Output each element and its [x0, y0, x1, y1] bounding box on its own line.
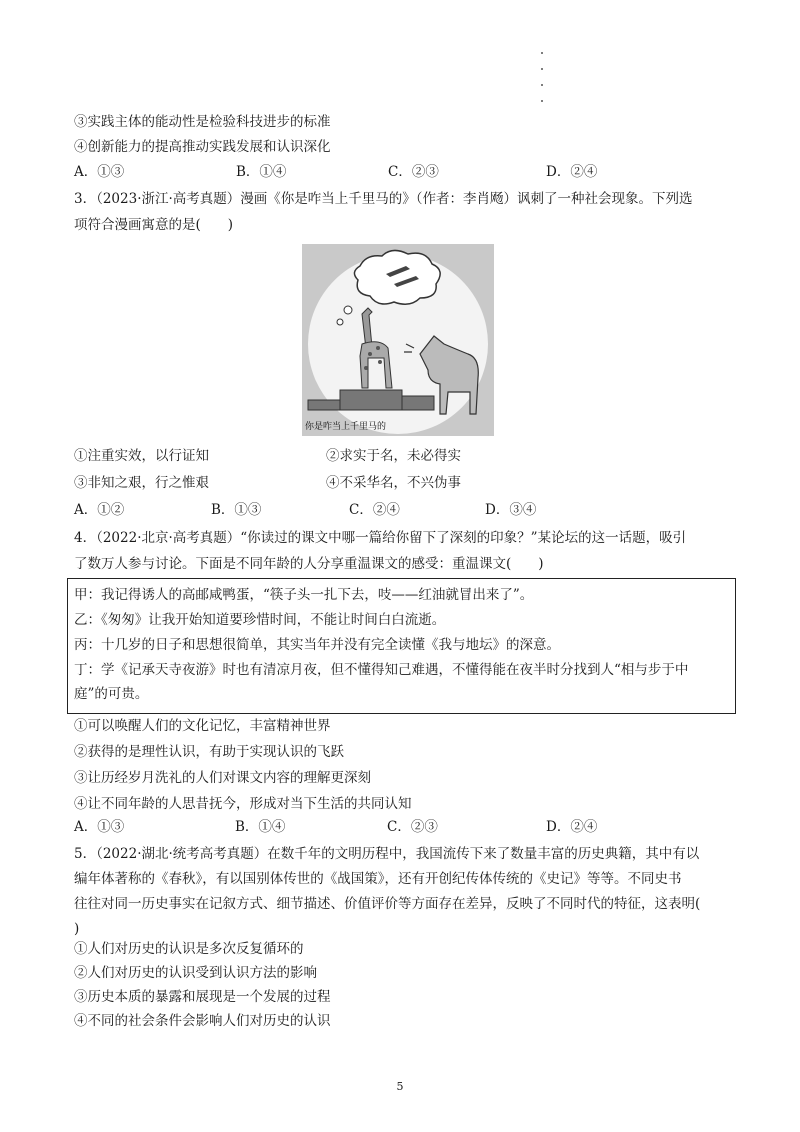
q4-stem-line-2: 了数万人参与讨论。下面是不同年龄的人分享重温课文的感受：重温课文( ) [74, 556, 544, 572]
q4-box-line-4: 丁：学《记承天寺夜游》时也有清凉月夜，但不懂得知己难遇，不懂得能在夜半时分找到人“相与步于中 [74, 662, 689, 678]
q3-option-a: A．①② [74, 502, 125, 518]
q5-stem-line-1: 5．（2022·湖北·统考高考真题）在数千年的文明历程中，我国流传下来了数量丰富的历史典籍，其中有以 [74, 846, 700, 862]
q4-stem-line-1: 4．（2022·北京·高考真题）“你读过的课文中哪一篇给你留下了深刻的印象？”某论坛的这一话题，吸引 [74, 530, 687, 546]
q3-choice-4: ④不采华名，不兴伪事 [326, 475, 461, 491]
q4-box-line-3: 丙：十几岁的日子和思想很简单，其实当年并没有完全读懂《我与地坛》的深意。 [74, 637, 560, 653]
q4-box-line-5: 庭”的可贵。 [74, 686, 149, 702]
cartoon-caption: 你是咋当上千里马的 [305, 422, 387, 432]
q3-choice-3: ③非知之艰，行之惟艰 [74, 475, 209, 491]
page-number: 5 [396, 1080, 404, 1093]
q2-choice-4: ④创新能力的提高推动实践发展和认识深化 [74, 139, 331, 155]
cartoon-image [302, 244, 494, 436]
q5-stem-line-2: 编年体著称的《春秋》，有以国别体传世的《战国策》，还有开创纪传体传统的《史记》等等。不同史书 [74, 871, 682, 887]
q5-choice-3: ③历史本质的暴露和展现是一个发展的过程 [74, 989, 331, 1005]
q4-choice-2: ②获得的是理性认识，有助于实现认识的飞跃 [74, 744, 344, 760]
q4-option-a: A．①③ [74, 819, 125, 835]
q3-stem-line-1: 3．（2023·浙江·高考真题）漫画《你是咋当上千里马的》（作者：李肖飏）讽刺了一种社会现象。下列选 [74, 191, 693, 207]
q4-box-line-1: 甲：我记得诱人的高邮咸鸭蛋，“筷子头一扎下去，吱——红油就冒出来了”。 [74, 587, 534, 603]
q5-stem-line-4: ) [74, 921, 80, 937]
q3-choice-1: ①注重实效，以行证知 [74, 448, 209, 464]
q5-stem-line-3: 往往对同一历史事实在记叙方式、细节描述、价值评价等方面存在差异，反映了不同时代的特征，这表明( [74, 896, 701, 912]
q4-choice-3: ③让历经岁月洗礼的人们对课文内容的理解更深刻 [74, 770, 371, 786]
q3-choice-2: ②求实于名，未必得实 [326, 448, 461, 464]
q4-choice-1: ①可以唤醒人们的文化记忆，丰富精神世界 [74, 718, 331, 734]
q5-choice-2: ②人们对历史的认识受到认识方法的影响 [74, 965, 317, 981]
q4-box-line-2: 乙：《匆匆》让我开始知道要珍惜时间，不能让时间白白流逝。 [74, 612, 446, 628]
q4-option-c: C．②③ [387, 819, 438, 835]
q2-option-a: A．①③ [74, 164, 125, 180]
q2-option-b: B．①④ [236, 164, 287, 180]
q5-choice-4: ④不同的社会条件会影响人们对历史的认识 [74, 1013, 331, 1029]
q5-choice-1: ①人们对历史的认识是多次反复循环的 [74, 941, 304, 957]
q2-option-d: D．②④ [546, 164, 598, 180]
q4-choice-4: ④让不同年龄的人思昔抚今，形成对当下生活的共同认知 [74, 796, 412, 812]
q3-option-d: D．③④ [485, 502, 537, 518]
q4-option-b: B．①④ [235, 819, 286, 835]
decorative-dots [541, 52, 545, 116]
q3-option-b: B．①③ [211, 502, 262, 518]
q2-option-c: C．②③ [388, 164, 439, 180]
q4-option-d: D．②④ [546, 819, 598, 835]
q3-option-c: C．②④ [349, 502, 400, 518]
q2-choice-3: ③实践主体的能动性是检验科技进步的标准 [74, 114, 331, 130]
q3-stem-line-2: 项符合漫画寓意的是( ) [74, 217, 234, 233]
